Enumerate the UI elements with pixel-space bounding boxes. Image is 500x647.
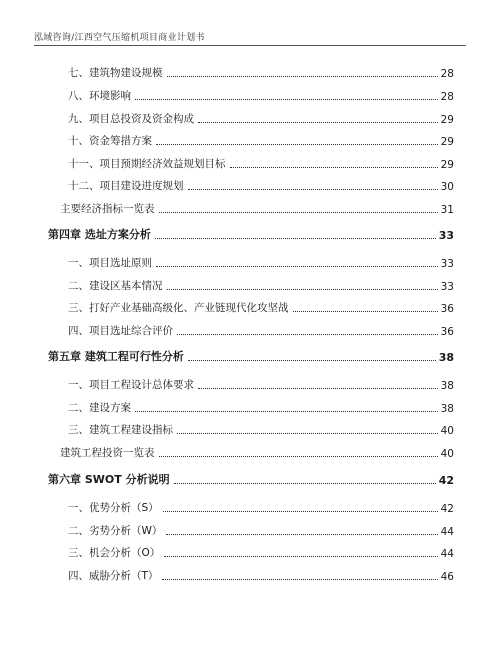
toc-entry[interactable] [68,87,454,103]
dot-leader [162,578,437,580]
toc-entry-page: 44 [440,526,454,538]
toc-entry-page: 38 [440,403,454,415]
toc-entry-page: 30 [440,181,454,193]
toc-entry[interactable] [68,64,454,80]
toc-entry[interactable] [60,444,454,460]
toc-entry-label: 十一、项目预期经济效益规划目标 [68,158,226,170]
toc-entry[interactable] [68,110,454,126]
toc-entry-label: 四、项目选址综合评价 [68,325,173,337]
dot-leader [188,359,436,361]
toc-entry-label: 二、劣势分析（W） [68,525,163,537]
toc-entry-label: 二、建设方案 [68,402,131,414]
toc-entry-page: 46 [440,571,454,583]
dot-leader [167,288,438,290]
dot-leader [164,555,437,557]
toc-chapter-label: 第四章 选址方案分析 [48,228,151,241]
toc-chapter-label: 第五章 建筑工程可行性分析 [48,350,184,363]
toc-entry[interactable] [68,277,454,293]
toc-chapter-entry[interactable] [48,348,454,364]
toc-entry-page: 40 [440,425,454,437]
header-divider [34,45,466,46]
dot-leader [166,533,437,535]
toc-entry[interactable] [68,132,454,148]
toc-entry-label: 十二、项目建设进度规划 [68,180,184,192]
toc-entry-page: 40 [440,448,454,460]
dot-leader [230,166,438,168]
toc-entry-page: 28 [440,68,454,80]
toc-entry[interactable] [68,177,454,193]
toc-entry-label: 二、建设区基本情况 [68,280,163,292]
toc-entry-page: 36 [440,326,454,338]
toc-chapter-page: 42 [438,474,454,487]
toc-entry-page: 29 [440,136,454,148]
toc-entry-label: 八、环境影响 [68,90,131,102]
dot-leader [198,387,438,389]
dot-leader [293,310,438,312]
toc-entry-page: 42 [440,503,454,515]
toc-entry-label: 三、建筑工程建设指标 [68,424,173,436]
toc-entry[interactable] [68,322,454,338]
toc-entry[interactable] [60,200,454,216]
toc-entry-page: 31 [440,204,454,216]
toc-entry-label: 一、项目选址原则 [68,257,152,269]
dot-leader [163,510,438,512]
dot-leader [188,188,438,190]
toc-entry[interactable] [68,567,454,583]
toc-entry-page: 33 [440,258,454,270]
page-header: 泓域咨询/江西空气压缩机项目商业计划书 [34,33,205,43]
toc-entry-page: 29 [440,159,454,171]
toc-entry-label: 一、优势分析（S） [68,502,159,514]
toc-entry-page: 38 [440,380,454,392]
toc-entry[interactable] [68,421,454,437]
toc-entry[interactable] [68,155,454,171]
dot-leader [135,410,438,412]
toc-entry-page: 33 [440,281,454,293]
toc-chapter-entry[interactable] [48,471,454,487]
dot-leader [198,121,438,123]
toc-entry-label: 建筑工程投资一览表 [60,447,155,459]
dot-leader [159,455,438,457]
toc-entry-label: 主要经济指标一览表 [60,203,155,215]
toc-entry[interactable] [68,376,454,392]
toc-entry-label: 九、项目总投资及资金构成 [68,113,194,125]
dot-leader [156,265,438,267]
toc-entry-label: 十、资金筹措方案 [68,135,152,147]
toc-entry-label: 三、打好产业基础高级化、产业链现代化攻坚战 [68,302,289,314]
toc-chapter-label: 第六章 SWOT 分析说明 [48,473,170,486]
dot-leader [177,333,438,335]
toc-entry[interactable] [68,254,454,270]
dot-leader [159,211,438,213]
toc-entry-label: 四、威胁分析（T） [68,570,159,582]
toc-entry[interactable] [68,544,454,560]
dot-leader [156,143,438,145]
toc-chapter-page: 33 [438,229,454,242]
toc-entry-page: 44 [440,548,454,560]
toc-entry-label: 七、建筑物建设规模 [68,67,163,79]
toc-entry[interactable] [68,499,454,515]
toc-entry[interactable] [68,299,454,315]
toc-entry[interactable] [68,522,454,538]
dot-leader [177,432,438,434]
dot-leader [167,75,438,77]
toc-entry-page: 28 [440,91,454,103]
dot-leader [135,98,438,100]
toc-chapter-entry[interactable] [48,226,454,242]
dot-leader [155,237,436,239]
dot-leader [174,482,436,484]
toc-chapter-page: 38 [438,351,454,364]
toc-entry-label: 三、机会分析（O） [68,547,161,559]
toc-entry-page: 36 [440,303,454,315]
toc-entry-page: 29 [440,114,454,126]
toc-entry-label: 一、项目工程设计总体要求 [68,379,194,391]
toc-entry[interactable] [68,399,454,415]
